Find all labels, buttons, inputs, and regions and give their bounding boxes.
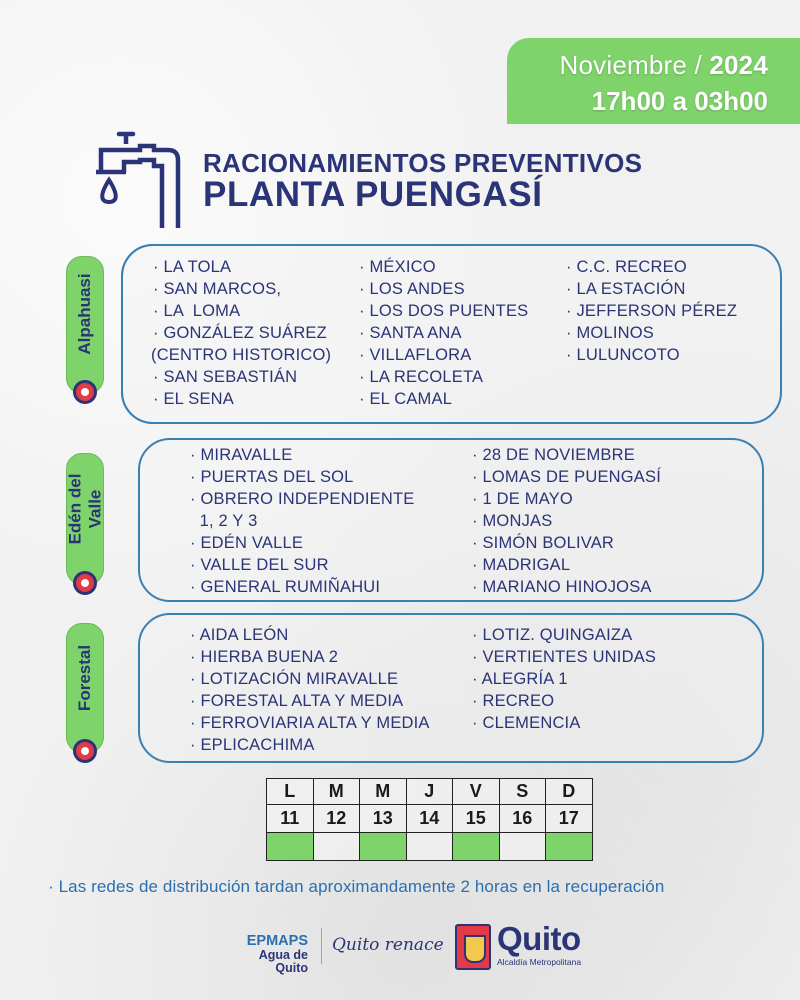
neighborhood-item: · PUERTAS DEL SOL xyxy=(190,468,354,486)
neighborhood-item: · LOS ANDES xyxy=(359,280,465,298)
neighborhood-item: 1, 2 Y 3 xyxy=(190,512,258,530)
location-pin-icon xyxy=(73,571,97,595)
location-pin-icon xyxy=(73,380,97,404)
neighborhood-item: · LOTIZACIÓN MIRAVALLE xyxy=(190,670,399,688)
neighborhood-item: · MARIANO HINOJOSA xyxy=(472,578,652,596)
rationing-day-marker xyxy=(360,833,407,861)
zone-column-3 xyxy=(566,256,737,366)
neighborhood-item: · MONJAS xyxy=(472,512,553,530)
neighborhood-item: · GONZÁLEZ SUÁREZ xyxy=(153,324,327,342)
date-cell: 13 xyxy=(360,805,407,833)
calendar-weekday-row xyxy=(267,779,593,805)
title-line-1: RACIONAMIENTOS PREVENTIVOS xyxy=(203,148,643,178)
title-line-2: PLANTA PUENGASÍ xyxy=(203,175,543,214)
date-badge xyxy=(507,38,800,124)
rationing-day-marker xyxy=(546,833,593,861)
neighborhood-item: · AIDA LEÓN xyxy=(190,626,289,644)
zone-box-alpahuasi xyxy=(121,244,782,424)
zone-name: Edén del Valle xyxy=(65,473,104,545)
neighborhood-item: · MOLINOS xyxy=(566,324,654,342)
quito-renace-logo: Quito renace xyxy=(332,935,444,955)
zone-name: Forestal xyxy=(75,644,95,711)
zone-column-1 xyxy=(153,256,331,410)
neighborhood-item: · LA ESTACIÓN xyxy=(566,280,686,298)
quito-coat-of-arms-icon xyxy=(455,924,491,970)
epmaps-logo: EPMAPS Agua de Quito xyxy=(246,933,308,976)
zone-column-2 xyxy=(472,444,661,598)
neighborhood-item: · MADRIGAL xyxy=(472,556,571,574)
neighborhood-item: · LA RECOLETA xyxy=(359,368,484,386)
neighborhood-item: · 1 DE MAYO xyxy=(472,490,573,508)
zone-tab-alpahuasi xyxy=(66,256,104,394)
zone-column-2 xyxy=(359,256,528,410)
date-cell: 16 xyxy=(499,805,546,833)
rationing-day-marker xyxy=(453,833,500,861)
footer-divider xyxy=(321,928,322,964)
neighborhood-item: · JEFFERSON PÉREZ xyxy=(566,302,738,320)
neighborhood-item: · MÉXICO xyxy=(359,258,436,276)
neighborhood-item: · 28 DE NOVIEMBRE xyxy=(472,446,635,464)
alcaldia-text: Alcaldía Metropolitana xyxy=(497,957,582,967)
neighborhood-item: · LOMAS DE PUENGASÍ xyxy=(472,468,662,486)
neighborhood-item: · OBRERO INDEPENDIENTE xyxy=(190,490,415,508)
zone-name: Alpahuasi xyxy=(75,273,95,355)
neighborhood-item: · LOTIZ. QUINGAIZA xyxy=(472,626,633,644)
zone-column-1 xyxy=(190,444,414,598)
date-hours: 17h00 a 03h00 xyxy=(591,86,768,116)
faucet-icon xyxy=(96,128,182,228)
neighborhood-item: · FERROVIARIA ALTA Y MEDIA xyxy=(190,714,430,732)
neighborhood-item: · LA LOMA xyxy=(153,302,241,320)
neighborhood-item: · EL CAMAL xyxy=(359,390,453,408)
zone-tab-eden-del-valle xyxy=(66,453,104,585)
date-cell: 17 xyxy=(546,805,593,833)
zone-column-2 xyxy=(472,624,656,734)
rationing-calendar xyxy=(266,778,593,861)
neighborhood-item: · HIERBA BUENA 2 xyxy=(190,648,339,666)
date-month-year: Noviembre / 2024 xyxy=(559,50,768,80)
neighborhood-item: · RECREO xyxy=(472,692,555,710)
calendar-rationing-row xyxy=(267,833,593,861)
weekday-cell: M xyxy=(313,779,360,805)
weekday-cell: L xyxy=(267,779,314,805)
weekday-cell: M xyxy=(360,779,407,805)
neighborhood-item: · SAN SEBASTIÁN xyxy=(153,368,298,386)
location-pin-icon xyxy=(73,739,97,763)
neighborhood-item: · GENERAL RUMIÑAHUI xyxy=(190,578,381,596)
weekday-cell: V xyxy=(453,779,500,805)
date-cell: 15 xyxy=(453,805,500,833)
neighborhood-item: · VILLAFLORA xyxy=(359,346,472,364)
zone-column-1 xyxy=(190,624,430,756)
neighborhood-item: · SIMÓN BOLIVAR xyxy=(472,534,615,552)
zone-tab-forestal xyxy=(66,623,104,753)
no-rationing-day-marker xyxy=(499,833,546,861)
neighborhood-item: · FORESTAL ALTA Y MEDIA xyxy=(190,692,404,710)
weekday-cell: D xyxy=(546,779,593,805)
page-title xyxy=(203,150,642,212)
quito-logo-text: Quito xyxy=(497,920,581,957)
calendar-date-row xyxy=(267,805,593,833)
neighborhood-item: · ALEGRÍA 1 xyxy=(472,670,568,688)
neighborhood-item: · SAN MARCOS, xyxy=(153,280,282,298)
zone-box-eden-del-valle xyxy=(138,438,764,602)
recovery-note: · Las redes de distribución tardan aproximandamente 2 horas en la recuperación xyxy=(48,877,665,896)
neighborhood-item: · LOS DOS PUENTES xyxy=(359,302,529,320)
rationing-day-marker xyxy=(267,833,314,861)
date-cell: 14 xyxy=(406,805,453,833)
neighborhood-item: · VALLE DEL SUR xyxy=(190,556,329,574)
zone-box-forestal xyxy=(138,613,764,763)
no-rationing-day-marker xyxy=(313,833,360,861)
date-cell: 11 xyxy=(267,805,314,833)
neighborhood-item: · LA TOLA xyxy=(153,258,232,276)
weekday-cell: J xyxy=(406,779,453,805)
date-cell: 12 xyxy=(313,805,360,833)
neighborhood-item: · EDÉN VALLE xyxy=(190,534,304,552)
neighborhood-item: · C.C. RECREO xyxy=(566,258,687,276)
neighborhood-item: · VERTIENTES UNIDAS xyxy=(472,648,657,666)
neighborhood-item: · MIRAVALLE xyxy=(190,446,293,464)
no-rationing-day-marker xyxy=(406,833,453,861)
neighborhood-item: · CLEMENCIA xyxy=(472,714,581,732)
neighborhood-item: (CENTRO HISTORICO) xyxy=(151,346,332,364)
neighborhood-item: · SANTA ANA xyxy=(359,324,462,342)
neighborhood-item: · EL SENA xyxy=(153,390,234,408)
weekday-cell: S xyxy=(499,779,546,805)
neighborhood-item: · LULUNCOTO xyxy=(566,346,680,364)
neighborhood-item: · EPLICACHIMA xyxy=(190,736,315,754)
